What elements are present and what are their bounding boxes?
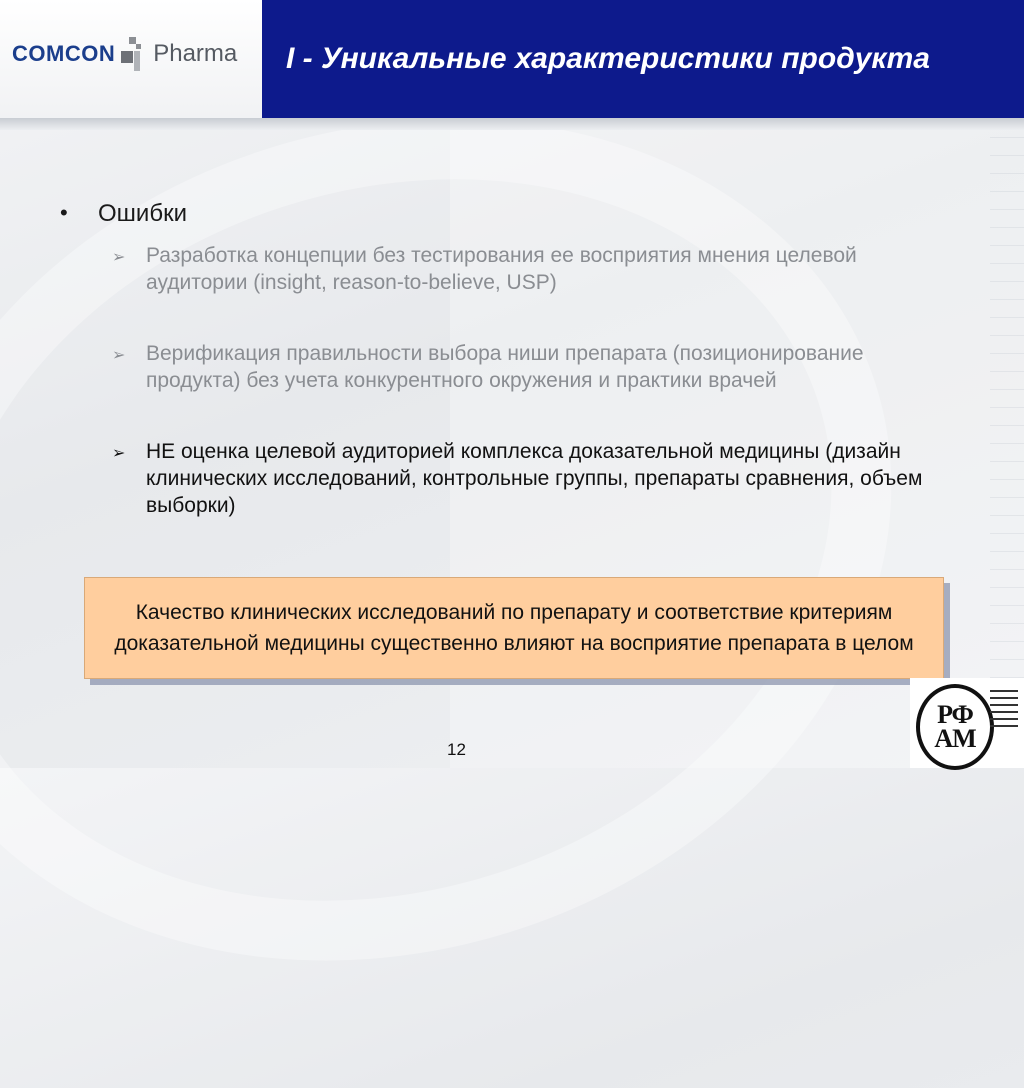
emblem-circle: [916, 684, 994, 770]
sub-item-text: Разработка концепции без тестирования ее восприятия мнения целевой аудитории (insight, reason-to-believe, USP): [146, 244, 857, 294]
slide-content: [60, 200, 990, 519]
arrow-bullet-icon: ➢: [112, 347, 126, 364]
sub-item-2: [112, 340, 990, 394]
bullet-item-errors: [60, 200, 990, 228]
arrow-bullet-icon: ➢: [112, 445, 126, 462]
title-bar: [262, 0, 1024, 118]
slide-title: I - Уникальные характеристики продукта: [286, 42, 930, 75]
background-grid: [990, 130, 1024, 768]
sub-item-text: Верификация правильности выбора ниши препарата (позиционирование продукта) без учета конкурентного окружения и практики врачей: [146, 342, 864, 392]
sub-item-1: [112, 242, 990, 296]
sub-item-3: [112, 438, 990, 519]
bullet-item-label: Ошибки: [98, 200, 187, 227]
emblem-letters-bottom: АМ: [934, 724, 976, 753]
arrow-bullet-icon: ➢: [112, 249, 126, 266]
bullet-dot-icon: •: [60, 200, 68, 225]
emblem-letters-top: РФ: [937, 700, 973, 729]
logo-area: [0, 0, 262, 118]
sub-item-text: НЕ оценка целевой аудиторией комплекса доказательной медицины (дизайн клинических исследований, контрольные группы, препараты сравнения, объем выборки): [146, 440, 923, 517]
header-divider: [0, 118, 1024, 130]
comcon-pharma-logo: [12, 34, 237, 74]
callout-text: Качество клинических исследований по препарату и соответствие критериям доказательной медицины существенно влияют на восприятие препарата в целом: [114, 601, 914, 655]
logo-squares-icon: [121, 37, 147, 71]
conclusion-callout: [84, 577, 944, 679]
page-number: 12: [447, 740, 466, 759]
logo-pharma-text: Pharma: [153, 40, 238, 67]
logo-comcon-text: COMCON: [12, 41, 116, 66]
emblem-text-lines: [990, 690, 1018, 732]
rfam-emblem-logo: [910, 678, 1024, 768]
